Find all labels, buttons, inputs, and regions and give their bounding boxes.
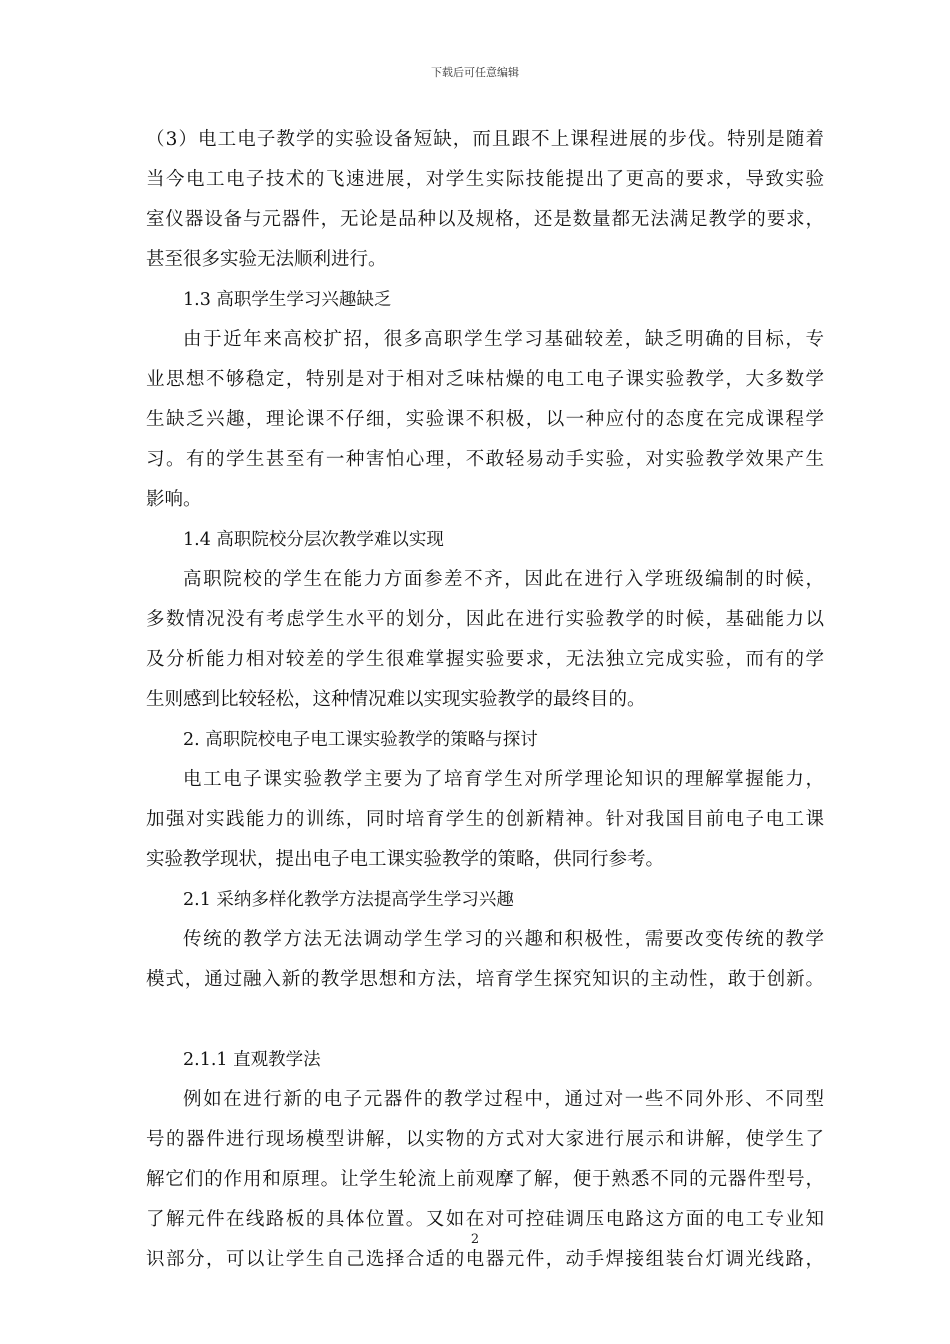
paragraph-line: 生缺乏兴趣，理论课不仔细，实验课不积极，以一种应付的态度在完成课程学 — [146, 409, 824, 430]
paragraph-line: 高职院校的学生在能力方面参差不齐，因此在进行入学班级编制的时候， — [183, 569, 824, 590]
paragraph-line: （3）电工电子教学的实验设备短缺，而且跟不上课程进展的步伐。特别是随着 — [146, 129, 824, 150]
paragraph-line: 号的器件进行现场模型讲解，以实物的方式对大家进行展示和讲解，使学生了 — [146, 1129, 824, 1150]
paragraph-line: 例如在进行新的电子元器件的教学过程中，通过对一些不同外形、不同型 — [183, 1089, 824, 1110]
page-number: 2 — [470, 1232, 480, 1247]
section-heading-2-1: 2.1 采纳多样化教学方法提高学生学习兴趣 — [183, 890, 514, 910]
blank-line — [146, 1000, 824, 1040]
paragraph-line: 模式，通过融入新的教学思想和方法，培育学生探究知识的主动性，敢于创新。 — [146, 969, 824, 990]
paragraph-line: 甚至很多实验无法顺利进行。 — [146, 249, 387, 270]
paragraph-line: 加强对实践能力的训练，同时培育学生的创新精神。针对我国目前电子电工课 — [146, 809, 824, 830]
paragraph-line: 业思想不够稳定，特别是对于相对乏味枯燥的电工电子课实验教学，大多数学 — [146, 369, 824, 390]
section-heading-2: 2. 高职院校电子电工课实验教学的策略与探讨 — [183, 730, 538, 750]
paragraph-line: 传统的教学方法无法调动学生学习的兴趣和积极性，需要改变传统的教学 — [183, 929, 824, 950]
paragraph-line: 影响。 — [146, 489, 202, 510]
paragraph-line: 室仪器设备与元器件，无论是品种以及规格，还是数量都无法满足教学的要求， — [146, 209, 824, 230]
paragraph-line: 了解元件在线路板的具体位置。又如在对可控硅调压电路这方面的电工专业知 — [146, 1209, 824, 1230]
section-heading-2-1-1: 2.1.1 直观教学法 — [183, 1050, 321, 1070]
paragraph-line: 习。有的学生甚至有一种害怕心理，不敢轻易动手实验，对实验教学效果产生 — [146, 449, 824, 470]
section-heading-1-3: 1.3 高职学生学习兴趣缺乏 — [183, 290, 392, 310]
paragraph-line: 及分析能力相对较差的学生很难掌握实验要求，无法独立完成实验，而有的学 — [146, 649, 824, 670]
paragraph-line: 解它们的作用和原理。让学生轮流上前观摩了解，便于熟悉不同的元器件型号， — [146, 1169, 824, 1190]
section-heading-1-4: 1.4 高职院校分层次教学难以实现 — [183, 530, 444, 550]
paragraph-line: 生则感到比较轻松，这种情况难以实现实验教学的最终目的。 — [146, 689, 646, 710]
paragraph-line: 当今电工电子技术的飞速进展，对学生实际技能提出了更高的要求，导致实验 — [146, 169, 824, 190]
paragraph-line: 多数情况没有考虑学生水平的划分，因此在进行实验教学的时候，基础能力以 — [146, 609, 824, 630]
paragraph-line: 识部分，可以让学生自己选择合适的电器元件，动手焊接组装台灯调光线路， — [146, 1249, 824, 1270]
page-header: 下载后可任意编辑 — [431, 66, 519, 79]
paragraph-line: 电工电子课实验教学主要为了培育学生对所学理论知识的理解掌握能力， — [183, 769, 824, 790]
paragraph-line: 实验教学现状，提出电子电工课实验教学的策略，供同行参考。 — [146, 849, 665, 870]
paragraph-line: 由于近年来高校扩招，很多高职学生学习基础较差，缺乏明确的目标，专 — [183, 329, 824, 350]
document-body — [146, 120, 824, 1280]
